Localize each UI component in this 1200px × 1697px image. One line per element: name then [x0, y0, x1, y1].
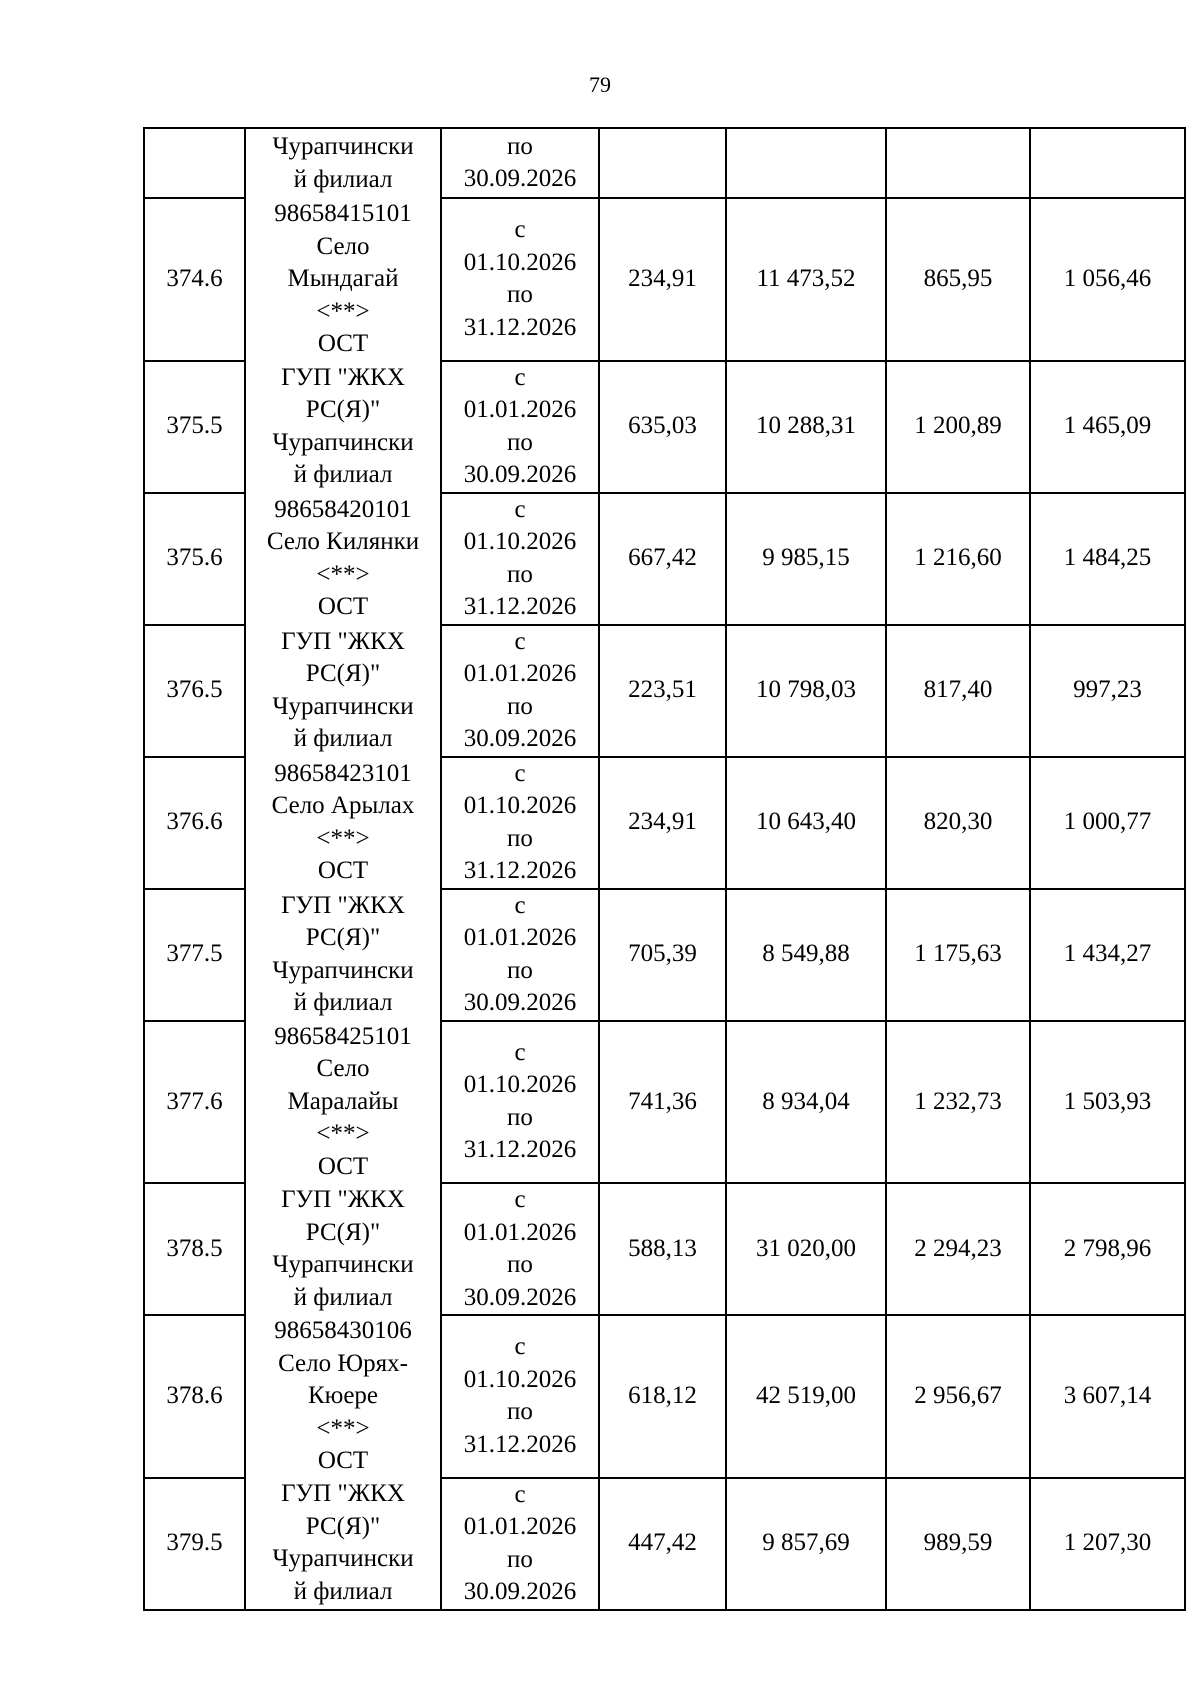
organization-line: Чурапчински [272, 956, 414, 984]
value-cell-2: 10 798,03 [726, 625, 886, 757]
period-line: по [507, 1398, 533, 1426]
value-cell-4: 3 607,14 [1030, 1315, 1185, 1478]
value-cell-3: 1 216,60 [886, 493, 1030, 625]
value-cell-2: 9 857,69 [726, 1478, 886, 1610]
period-line: по [507, 824, 533, 852]
period-line: 31.12.2026 [463, 1136, 577, 1164]
organization-line: <**> [316, 560, 370, 588]
period-line: по [507, 1545, 533, 1573]
period-line: с [514, 363, 526, 391]
organization-line: РС(Я)" [305, 396, 381, 423]
value-cell-1: 447,42 [599, 1478, 726, 1610]
period-line: 01.01.2026 [463, 1513, 577, 1540]
organization-line: Чурапчински [272, 428, 414, 456]
period-line: 30.09.2026 [463, 165, 577, 192]
organization-cell [245, 889, 441, 1021]
organization-line: Село Юрях- [278, 1349, 408, 1377]
period-line: по [507, 692, 533, 720]
table-row [144, 1183, 1185, 1315]
value-cell-3: 2 956,67 [886, 1315, 1030, 1478]
value-cell-4: 1 056,46 [1030, 198, 1185, 361]
value-cell-1: 234,91 [599, 198, 726, 361]
value-cell-3: 1 200,89 [886, 361, 1030, 493]
value-cell-4: 997,23 [1030, 625, 1185, 757]
organization-line: ОСТ [317, 1447, 369, 1474]
period-line: 30.09.2026 [463, 725, 577, 752]
organization-cell [245, 361, 441, 493]
organization-cell [245, 493, 441, 625]
period-line: 31.12.2026 [463, 313, 577, 341]
organization-line: 98658420101 [274, 495, 412, 523]
row-number-cell: 379.5 [144, 1478, 245, 1610]
organization-line: Мындагай [287, 265, 399, 292]
organization-line: ОСТ [317, 330, 369, 357]
row-number-cell: 375.6 [144, 493, 245, 625]
table-row [144, 198, 1185, 361]
organization-line: 98658430106 [274, 1317, 412, 1344]
row-number-cell: 374.6 [144, 198, 245, 361]
period-cell [441, 625, 599, 757]
value-cell-1: 588,13 [599, 1183, 726, 1315]
value-cell-2: 8 934,04 [726, 1021, 886, 1184]
value-cell-1: 635,03 [599, 361, 726, 493]
value-cell-2: 9 985,15 [726, 493, 886, 625]
period-line: 30.09.2026 [463, 1578, 577, 1605]
value-cell-3: 2 294,23 [886, 1183, 1030, 1315]
table-row [144, 361, 1185, 493]
period-line: с [514, 495, 526, 523]
value-cell-2: 11 473,52 [726, 198, 886, 361]
table-row [144, 128, 1185, 198]
organization-line: РС(Я)" [305, 660, 381, 687]
organization-line: РС(Я)" [305, 924, 381, 951]
row-number-cell [144, 128, 245, 198]
row-number-cell: 377.5 [144, 889, 245, 1021]
value-cell-1: 618,12 [599, 1315, 726, 1478]
organization-cell [245, 1183, 441, 1315]
organization-line: 98658415101 [274, 200, 412, 227]
value-cell-3 [886, 128, 1030, 198]
period-line: 31.12.2026 [463, 593, 577, 620]
period-line: по [507, 1251, 533, 1278]
value-cell-1 [599, 128, 726, 198]
organization-line: Село [316, 232, 370, 260]
period-cell [441, 493, 599, 625]
period-line: 30.09.2026 [463, 461, 577, 488]
period-line: 01.10.2026 [463, 792, 577, 819]
organization-line: й филиал [293, 725, 393, 752]
organization-line: ГУП "ЖКХ [281, 363, 405, 391]
period-line: с [514, 216, 526, 244]
period-line: 01.01.2026 [463, 924, 577, 951]
organization-line: ОСТ [317, 593, 369, 620]
organization-line: Чурапчински [272, 692, 414, 720]
value-cell-4: 1 465,09 [1030, 361, 1185, 493]
value-cell-1: 223,51 [599, 625, 726, 757]
period-line: 31.12.2026 [463, 1430, 577, 1458]
value-cell-2 [726, 128, 886, 198]
row-number-cell: 376.5 [144, 625, 245, 757]
organization-line: РС(Я)" [305, 1512, 381, 1540]
table-row [144, 1315, 1185, 1478]
period-line: 01.01.2026 [463, 396, 577, 423]
period-cell [441, 128, 599, 198]
table-row [144, 625, 1185, 757]
period-line: с [514, 759, 526, 787]
period-cell [441, 198, 599, 361]
organization-line: <**> [316, 297, 370, 325]
value-cell-4: 1 484,25 [1030, 493, 1185, 625]
organization-line: Село Килянки [266, 528, 420, 555]
row-number-cell: 378.6 [144, 1315, 245, 1478]
organization-line: 98658425101 [274, 1022, 412, 1050]
organization-cell [245, 1478, 441, 1610]
row-number-cell: 375.5 [144, 361, 245, 493]
organization-line: <**> [316, 824, 370, 852]
organization-line: Чурапчински [272, 1545, 414, 1572]
organization-cell [245, 625, 441, 757]
organization-cell [245, 198, 441, 361]
period-cell [441, 1478, 599, 1610]
organization-cell [245, 1315, 441, 1478]
period-line: с [514, 1186, 526, 1213]
period-line: 30.09.2026 [463, 989, 577, 1016]
period-line: с [514, 891, 526, 919]
value-cell-3: 820,30 [886, 757, 1030, 889]
page-number: 79 [589, 72, 611, 97]
value-cell-2: 42 519,00 [726, 1315, 886, 1478]
table-row [144, 757, 1185, 889]
value-cell-2: 8 549,88 [726, 889, 886, 1021]
table-row [144, 493, 1185, 625]
organization-line: ГУП "ЖКХ [281, 627, 405, 655]
organization-line: ГУП "ЖКХ [281, 1186, 405, 1213]
organization-line: РС(Я)" [305, 1218, 381, 1246]
organization-line: ГУП "ЖКХ [281, 1480, 405, 1507]
organization-cell [245, 757, 441, 889]
value-cell-4 [1030, 128, 1185, 198]
row-number-cell: 376.6 [144, 757, 245, 889]
period-line: по [507, 428, 533, 456]
organization-line: й филиал [293, 461, 393, 488]
period-cell [441, 757, 599, 889]
value-cell-1: 741,36 [599, 1021, 726, 1184]
organization-line: ОСТ [317, 857, 369, 884]
period-line: по [507, 956, 533, 984]
value-cell-3: 1 175,63 [886, 889, 1030, 1021]
period-line: 01.10.2026 [463, 248, 577, 276]
organization-line: Село [316, 1055, 370, 1082]
value-cell-1: 705,39 [599, 889, 726, 1021]
organization-line: Село Арылах [271, 792, 415, 819]
organization-line: 98658423101 [274, 759, 412, 787]
table-row [144, 889, 1185, 1021]
organization-line: <**> [316, 1120, 370, 1147]
period-line: с [514, 1333, 526, 1361]
tariff-table [143, 127, 1186, 1611]
row-number-cell: 377.6 [144, 1021, 245, 1184]
period-line: 30.09.2026 [463, 1283, 577, 1311]
value-cell-3: 989,59 [886, 1478, 1030, 1610]
value-cell-2: 10 288,31 [726, 361, 886, 493]
period-line: с [514, 627, 526, 655]
value-cell-4: 1 000,77 [1030, 757, 1185, 889]
value-cell-3: 1 232,73 [886, 1021, 1030, 1184]
organization-line: й филиал [293, 1577, 393, 1605]
organization-line: Чурапчински [272, 133, 414, 160]
table-row [144, 1021, 1185, 1184]
value-cell-4: 1 503,93 [1030, 1021, 1185, 1184]
row-number-cell: 378.5 [144, 1183, 245, 1315]
organization-line: Маралайы [287, 1087, 399, 1115]
organization-line: Чурапчински [272, 1251, 414, 1278]
period-line: 01.01.2026 [463, 1218, 577, 1246]
period-cell [441, 1021, 599, 1184]
value-cell-4: 1 207,30 [1030, 1478, 1185, 1610]
organization-line: й филиал [293, 989, 393, 1016]
period-line: с [514, 1038, 526, 1066]
period-cell [441, 361, 599, 493]
value-cell-2: 10 643,40 [726, 757, 886, 889]
organization-cell [245, 128, 441, 198]
organization-line: й филиал [293, 1283, 393, 1311]
period-cell [441, 1315, 599, 1478]
period-line: по [507, 281, 533, 309]
organization-line: Кюере [307, 1382, 379, 1409]
organization-line: й филиал [293, 165, 393, 193]
period-line: 01.10.2026 [463, 1365, 577, 1393]
value-cell-4: 2 798,96 [1030, 1183, 1185, 1315]
value-cell-3: 865,95 [886, 198, 1030, 361]
table-row [144, 1478, 1185, 1610]
period-line: 31.12.2026 [463, 857, 577, 884]
period-line: 01.01.2026 [463, 660, 577, 687]
value-cell-2: 31 020,00 [726, 1183, 886, 1315]
table-body [144, 128, 1185, 1610]
value-cell-1: 234,91 [599, 757, 726, 889]
period-line: по [507, 1103, 533, 1131]
period-line: с [514, 1480, 526, 1508]
period-cell [441, 889, 599, 1021]
organization-line: ОСТ [317, 1152, 369, 1180]
organization-cell [245, 1021, 441, 1184]
period-line: по [507, 560, 533, 588]
value-cell-1: 667,42 [599, 493, 726, 625]
period-cell [441, 1183, 599, 1315]
period-line: 01.10.2026 [463, 528, 577, 555]
value-cell-4: 1 434,27 [1030, 889, 1185, 1021]
period-line: по [507, 132, 533, 160]
value-cell-3: 817,40 [886, 625, 1030, 757]
organization-line: ГУП "ЖКХ [281, 891, 405, 919]
period-line: 01.10.2026 [463, 1071, 577, 1099]
organization-line: <**> [316, 1414, 370, 1442]
